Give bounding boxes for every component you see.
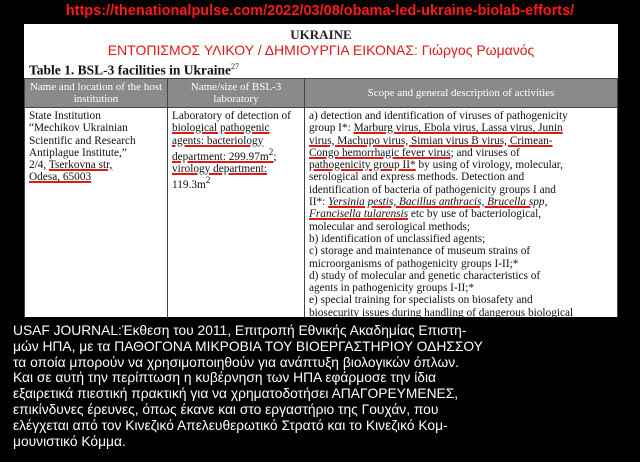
header-laboratory: Name/size of BSL-3 laboratory	[168, 79, 305, 108]
source-url: https://thenationalpulse.com/2022/03/08/obama-led-ukraine-biolab-efforts/	[65, 3, 575, 19]
table-header-row	[25, 79, 618, 108]
greek-caption	[13, 323, 629, 449]
caption-line: Και σε αυτή την περίπτωση η κυβέρνηση των ΗΠΑ εφάρμοσε την ίδια	[13, 370, 437, 386]
country-heading: UKRAINE	[290, 27, 352, 42]
image-credit: ΕΝΤΟΠΙΣΜΟΣ ΥΛΙΚΟΥ / ΔΗΜΙΟΥΡΓΙΑ ΕΙΚΟΝΑΣ: Γιώργος Ρωμανός	[107, 42, 535, 58]
cell-laboratory: Laboratory of detection of biological pathogenic agents: bacteriology department: $299.97m^2$; virology department: $119.3m^2$	[168, 108, 305, 318]
caption-line: μουνιστικό Κόμμα.	[13, 433, 126, 449]
bsl3-facilities-table	[24, 78, 618, 317]
cell-scope: a) detection and identification of viruses of pathogenicity group I*: Marburg virus, Ebola virus, Lassa virus, Junin virus, Machupo virus, Simian virus B virus, Crimean- Congo hemorrhagic fever virus; and viruses of pathogenicity group II* by using of virology, molecular, serological and express methods. Detection and identification of bacteria of pathogenicity groups I and II*: Yersinia pestis, Bacillus anthracis, Brucella spp, Francisella tularensis etc by use of bacteriological, molecular and serological methods; b) identification of unclassified agents; c) storage and maintenance of museum strains of microorganisms of pathogenicity groups I-II;* d) study of molecular and genetic characteristics of agents in pathogenicity groups I-II;* e) special training for specialists on biosafety and biosecurity issues during handling of dangerous biological	[305, 108, 618, 318]
table-row	[25, 108, 618, 318]
document-scan	[24, 24, 618, 317]
header-institution: Name and location of the host institution	[25, 79, 168, 108]
caption-line: USAF JOURNAL:Έκθεση του 2011, Επιτροπή Εθνικής Ακαδημίας Επιστη-	[13, 323, 467, 338]
caption-line: μών ΗΠΑ, με τα ΠΑΘΟΓΟΝΑ ΜΙΚΡΟΒΙΑ ΤΟΥ ΒΙΟΕΡΓΑΣΤΗΡΙΟΥ ΟΔΗΣΣΟΥ	[13, 338, 483, 354]
table-title: Table 1. BSL-3 facilities in Ukraine$^{27}$	[29, 62, 240, 78]
footnote-ref: 27	[231, 62, 240, 71]
caption-line: ελέγχεται από τον Κινεζικό Απελευθερωτικό Στρατό και το Κινεζικό Κομ-	[13, 417, 448, 433]
cell-institution: State Institution “Mechikov Ukrainian Scientific and Research Antiplague Institute,” 2/4, Tserkovna str, Odesa, 65003	[25, 108, 168, 318]
caption-line: τα οποία μπορούν να χρησιμοποιηθούν για ανάπτυξη βιολογικών όπλων.	[13, 354, 459, 370]
header-scope: Scope and general description of activities	[305, 79, 618, 108]
url-banner	[0, 0, 640, 24]
caption-line: επικίνδυνες έρευνες, όπως έκανε και στο εργαστήριο της Γουχάν, που	[13, 401, 439, 417]
caption-line: εξαιρετικά πιεστική πρακτική για να χρηματοδοτήσει ΑΠΑΓΟΡΕΥΜΕΝΕΣ,	[13, 386, 459, 402]
